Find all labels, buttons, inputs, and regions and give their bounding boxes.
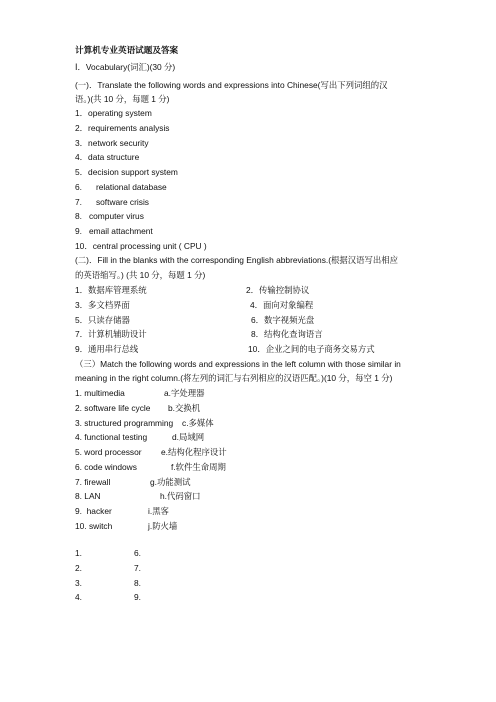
- sub2-right-item: 2．传输控制协议: [246, 285, 310, 295]
- answer-blank: 6.: [134, 548, 141, 558]
- sub3-instruction-line2: meaning in the right column.(将左列的词汇与右列相应的汉语匹配。)(10 分，每空 1 分): [75, 373, 393, 383]
- sub3-meaning: j.防火墙: [148, 521, 178, 531]
- sub1-item: 5．decision support system: [75, 167, 178, 177]
- document-title: 计算机专业英语试题及答案: [75, 45, 179, 55]
- sub3-term: 10. switch: [75, 521, 113, 531]
- sub1-instruction-line2: 语。)(共 10 分，每题 1 分): [75, 94, 170, 104]
- sub3-meaning: g.功能测试: [150, 477, 191, 487]
- answer-blank: 7.: [134, 563, 141, 573]
- sub3-term: 8. LAN: [75, 491, 101, 501]
- sub3-meaning: i.黑客: [148, 506, 169, 516]
- sub2-right-item: 6．数字视频光盘: [251, 315, 315, 325]
- sub1-item: 1．operating system: [75, 108, 152, 118]
- sub3-term: 2. software life cycle: [75, 403, 151, 413]
- sub2-left-item: 7．计算机辅助设计: [75, 329, 147, 339]
- sub2-left-item: 3．多文档界面: [75, 300, 130, 310]
- sub3-term: 1. multimedia: [75, 388, 125, 398]
- sub3-term: 6. code windows: [75, 462, 137, 472]
- sub3-term: 3. structured programming: [75, 418, 174, 428]
- sub1-item: 7. software crisis: [75, 197, 149, 207]
- answer-blank: 3.: [75, 578, 82, 588]
- sub3-meaning: a.字处理器: [164, 388, 205, 398]
- answer-blank: 8.: [134, 578, 141, 588]
- sub3-meaning: b.交换机: [168, 403, 201, 413]
- sub3-instruction-line1: （三）Match the following words and expressions in the left column with those similar in: [75, 359, 401, 369]
- sub3-term: 4. functional testing: [75, 432, 148, 442]
- sub3-term: 9. hacker: [75, 506, 112, 516]
- section-heading-vocabulary: Ⅰ．Vocabulary(词汇)(30 分): [75, 62, 176, 72]
- sub1-item: 8. computer virus: [75, 211, 144, 221]
- answer-blank: 9.: [134, 592, 141, 602]
- answer-blank: 2.: [75, 563, 82, 573]
- sub3-term: 7. firewall: [75, 477, 111, 487]
- sub3-term: 5. word processor: [75, 447, 142, 457]
- sub3-meaning: c.多媒体: [182, 418, 214, 428]
- answer-blank: 1.: [75, 548, 82, 558]
- sub1-item: 6. relational database: [75, 182, 167, 192]
- sub2-right-item: 4．面向对象编程: [250, 300, 314, 310]
- sub2-left-item: 9．通用串行总线: [75, 344, 139, 354]
- sub2-left-item: 1．数据库管理系统: [75, 285, 147, 295]
- sub1-item: 4．data structure: [75, 152, 140, 162]
- sub2-right-item: 8．结构化查询语言: [251, 329, 323, 339]
- sub1-item: 10．central processing unit ( CPU ): [75, 241, 207, 251]
- sub3-meaning: f.软件生命周期: [171, 462, 226, 472]
- sub2-left-item: 5．只读存储器: [75, 315, 130, 325]
- sub1-item: 3．network security: [75, 138, 149, 148]
- sub2-instruction-line1: (二)．Fill in the blanks with the corresponding English abbreviations.(根据汉语写出相应: [75, 255, 399, 265]
- sub3-meaning: h.代码窗口: [160, 491, 201, 501]
- sub3-meaning: d.局域网: [172, 432, 205, 442]
- answer-blank: 4.: [75, 592, 82, 602]
- sub2-right-item: 10．企业之间的电子商务交易方式: [248, 344, 375, 354]
- sub3-meaning: e.结构化程序设计: [161, 447, 227, 457]
- sub1-item: 2．requirements analysis: [75, 123, 170, 133]
- sub1-instruction-line1: (一)．Translate the following words and expressions into Chinese(写出下列词组的汉: [75, 80, 388, 90]
- sub2-instruction-line2: 的英语缩写。) (共 10 分，每题 1 分): [75, 270, 206, 280]
- sub1-item: 9. email attachment: [75, 226, 153, 236]
